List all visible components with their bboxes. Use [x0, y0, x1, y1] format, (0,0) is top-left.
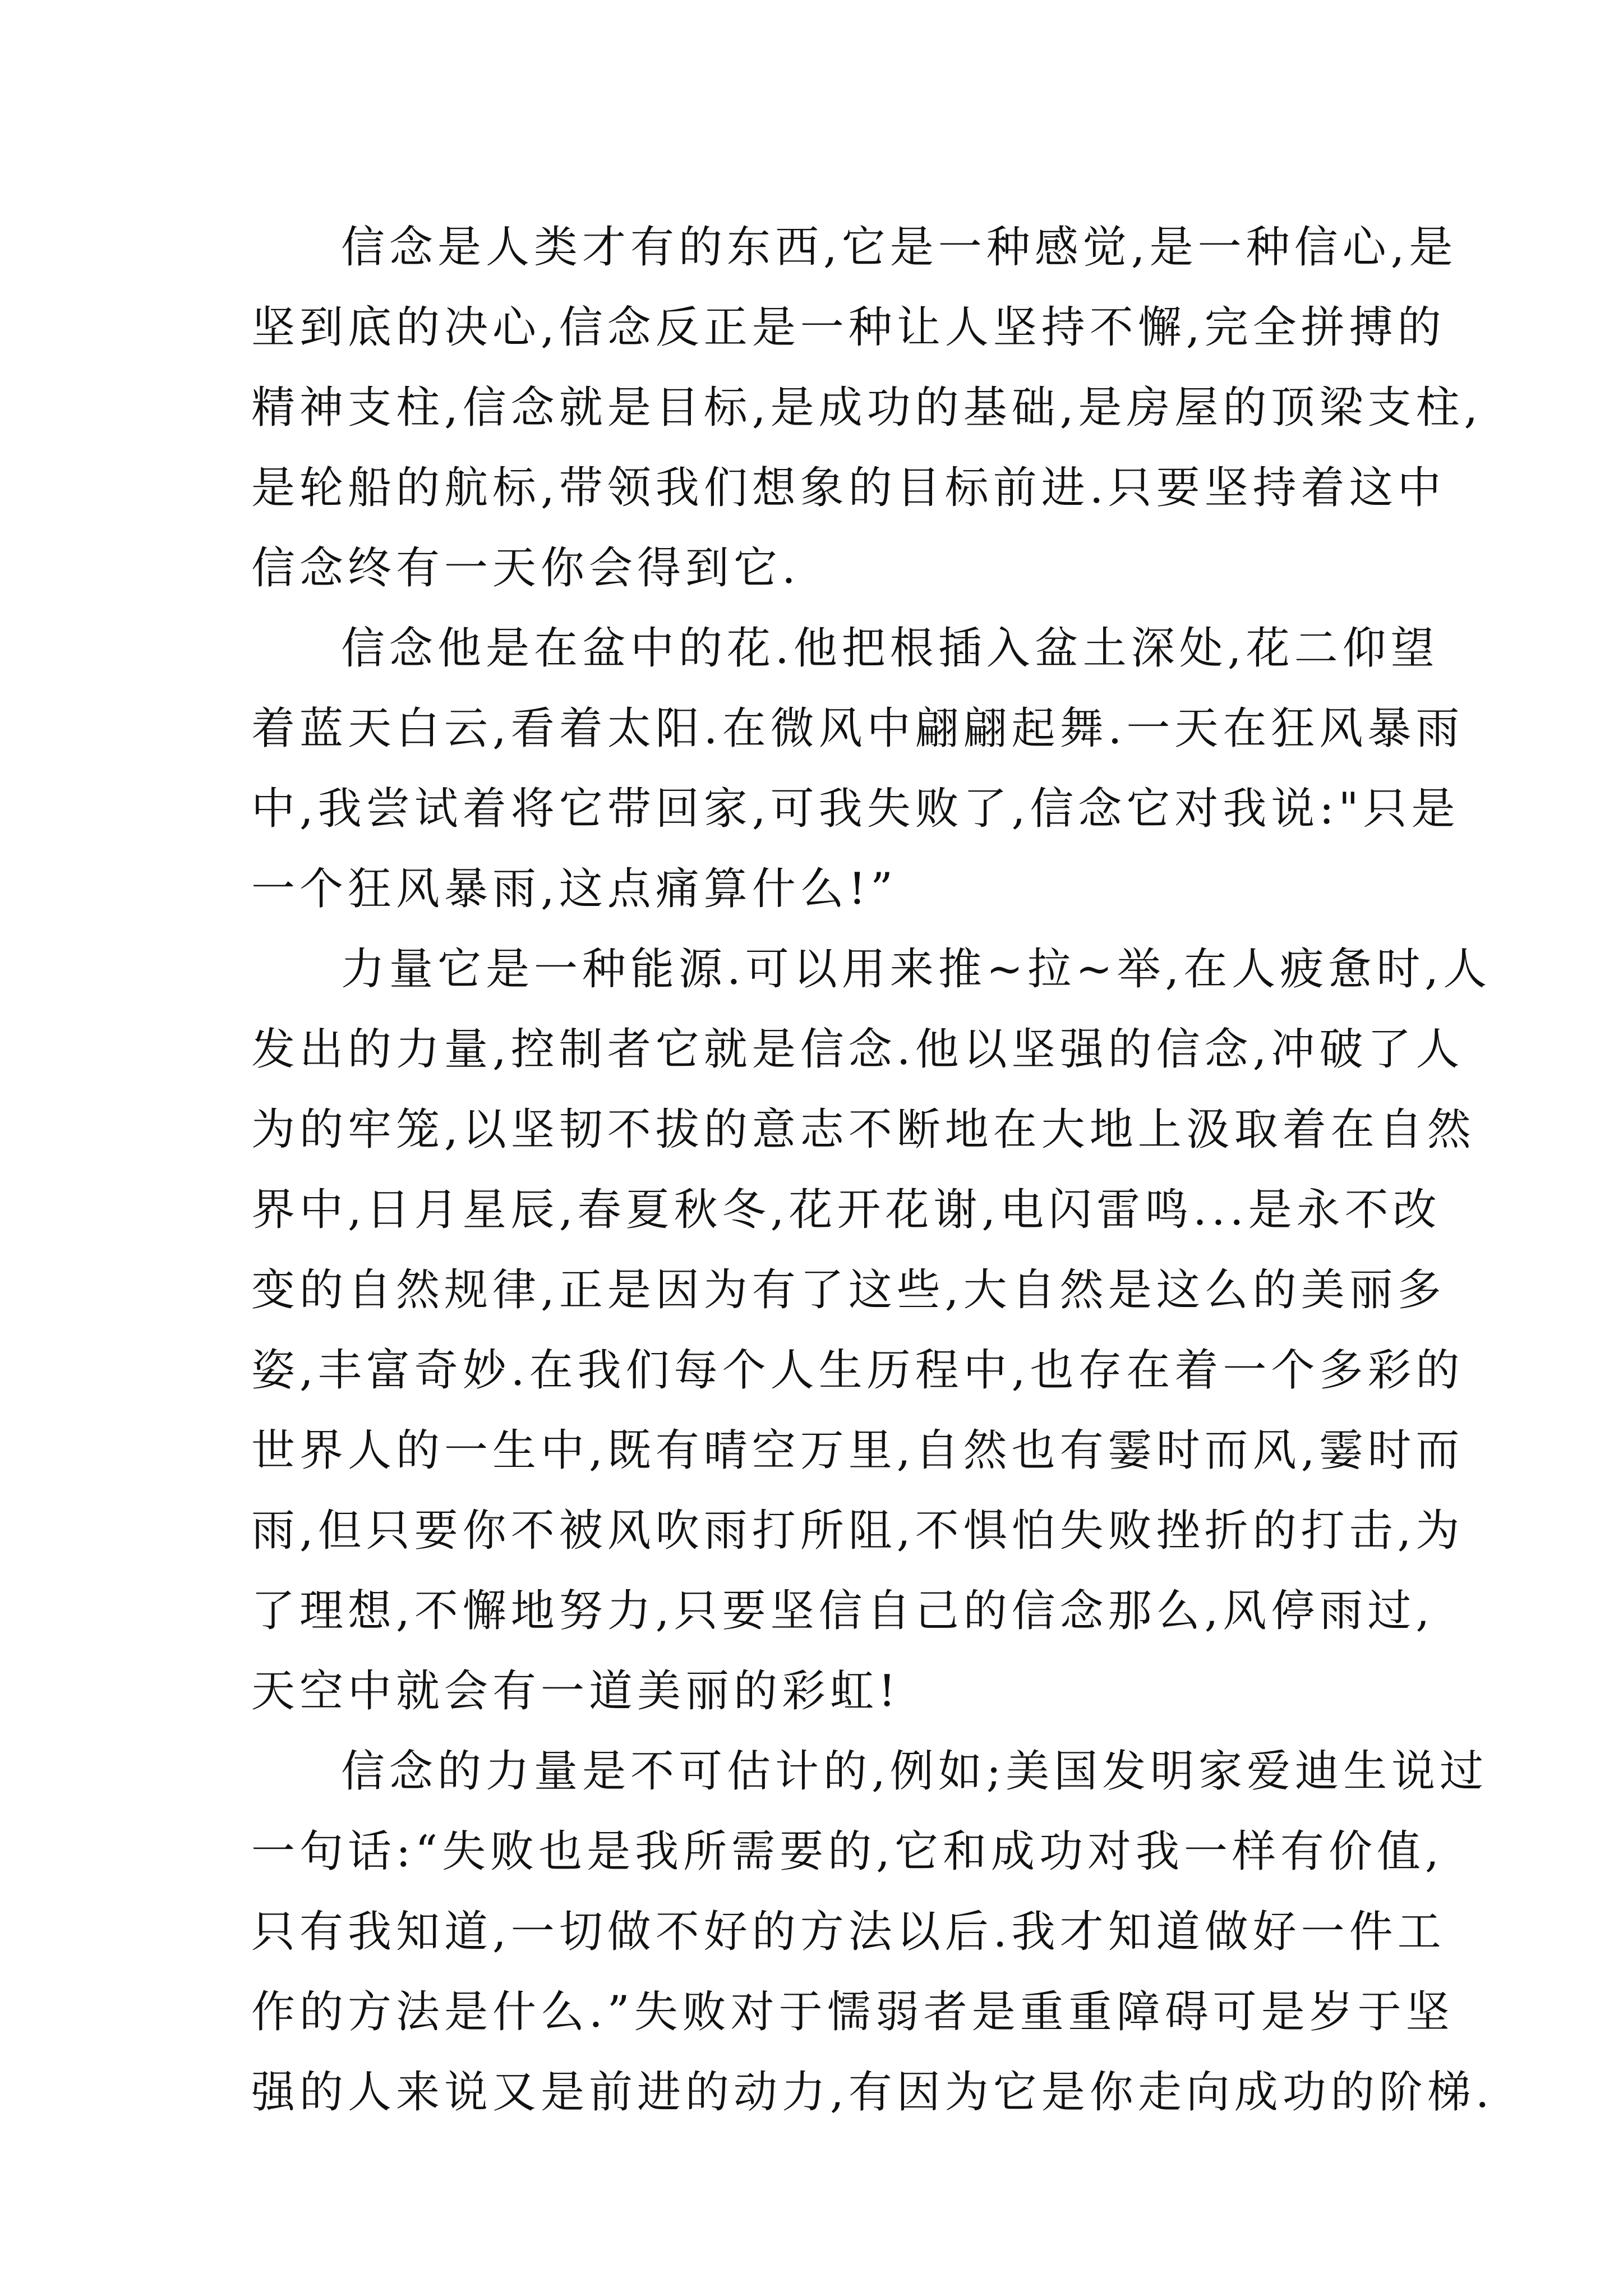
paragraph-2-line-2: 着蓝天白云,看着太阳.在微风中翩翩起舞.一天在狂风暴雨	[251, 703, 1464, 754]
paragraph-4-line-1: 信念的力量是不可估计的,例如;美国发明家爱迪生说过	[341, 1746, 1488, 1797]
paragraph-4-line-5: 强的人来说又是前进的动力,有因为它是你走向成功的阶梯.	[251, 2067, 1494, 2118]
paragraph-1-line-1: 信念是人类才有的东西,它是一种感觉,是一种信心,是	[341, 222, 1458, 273]
paragraph-3-line-3: 为的牢笼,以坚韧不拔的意志不断地在大地上汲取着在自然	[251, 1105, 1476, 1155]
paragraph-4-line-3: 只有我知道,一切做不好的方法以后.我才知道做好一件工	[251, 1907, 1446, 1957]
paragraph-3-line-2: 发出的力量,控制者它就是信念.他以坚强的信念,冲破了人	[251, 1024, 1464, 1075]
paragraph-2-line-1: 信念他是在盆中的花.他把根插入盆土深处,花二仰望	[341, 623, 1439, 674]
paragraph-1-line-4: 是轮船的航标,带领我们想象的目标前进.只要坚持着这中	[251, 463, 1446, 513]
paragraph-1-line-5: 信念终有一天你会得到它.	[251, 543, 800, 593]
paragraph-3-line-5: 变的自然规律,正是因为有了这些,大自然是这么的美丽多	[251, 1265, 1446, 1315]
paragraph-3-line-8: 雨,但只要你不被风吹雨打所阻,不惧怕失败挫折的打击,为	[251, 1506, 1464, 1556]
paragraph-2-line-3: 中,我尝试着将它带回家,可我失败了,信念它对我说:"只是	[251, 784, 1460, 834]
paragraph-3-line-1: 力量它是一种能源.可以用来推~拉~举,在人疲惫时,人	[341, 944, 1492, 995]
paragraph-3-line-9: 了理想,不懈地努力,只要坚信自己的信念那么,风停雨过,	[251, 1586, 1435, 1636]
paragraph-3-line-4: 界中,日月星辰,春夏秋冬,花开花谢,电闪雷鸣...是永不改	[251, 1185, 1441, 1235]
paragraph-1-line-2: 坚到底的决心,信念反正是一种让人坚持不懈,完全拼搏的	[251, 302, 1446, 353]
paragraph-4-line-2: 一句话:“失败也是我所需要的,它和成功对我一样有价值,	[251, 1826, 1444, 1877]
paragraph-3-line-7: 世界人的一生中,既有晴空万里,自然也有霎时而风,霎时而	[251, 1425, 1464, 1476]
paragraph-1-line-3: 精神支柱,信念就是目标,是成功的基础,是房屋的顶梁支柱,	[251, 383, 1483, 433]
article-body	[251, 208, 1494, 2133]
paragraph-4-line-4: 作的方法是什么.”失败对于懦弱者是重重障碍可是岁于坚	[251, 1987, 1454, 2037]
paragraph-3-line-10: 天空中就会有一道美丽的彩虹!	[251, 1666, 901, 1717]
paragraph-2-line-4: 一个狂风暴雨,这点痛算什么!”	[251, 864, 898, 914]
paragraph-3-line-6: 姿,丰富奇妙.在我们每个人生历程中,也存在着一个多彩的	[251, 1345, 1464, 1396]
